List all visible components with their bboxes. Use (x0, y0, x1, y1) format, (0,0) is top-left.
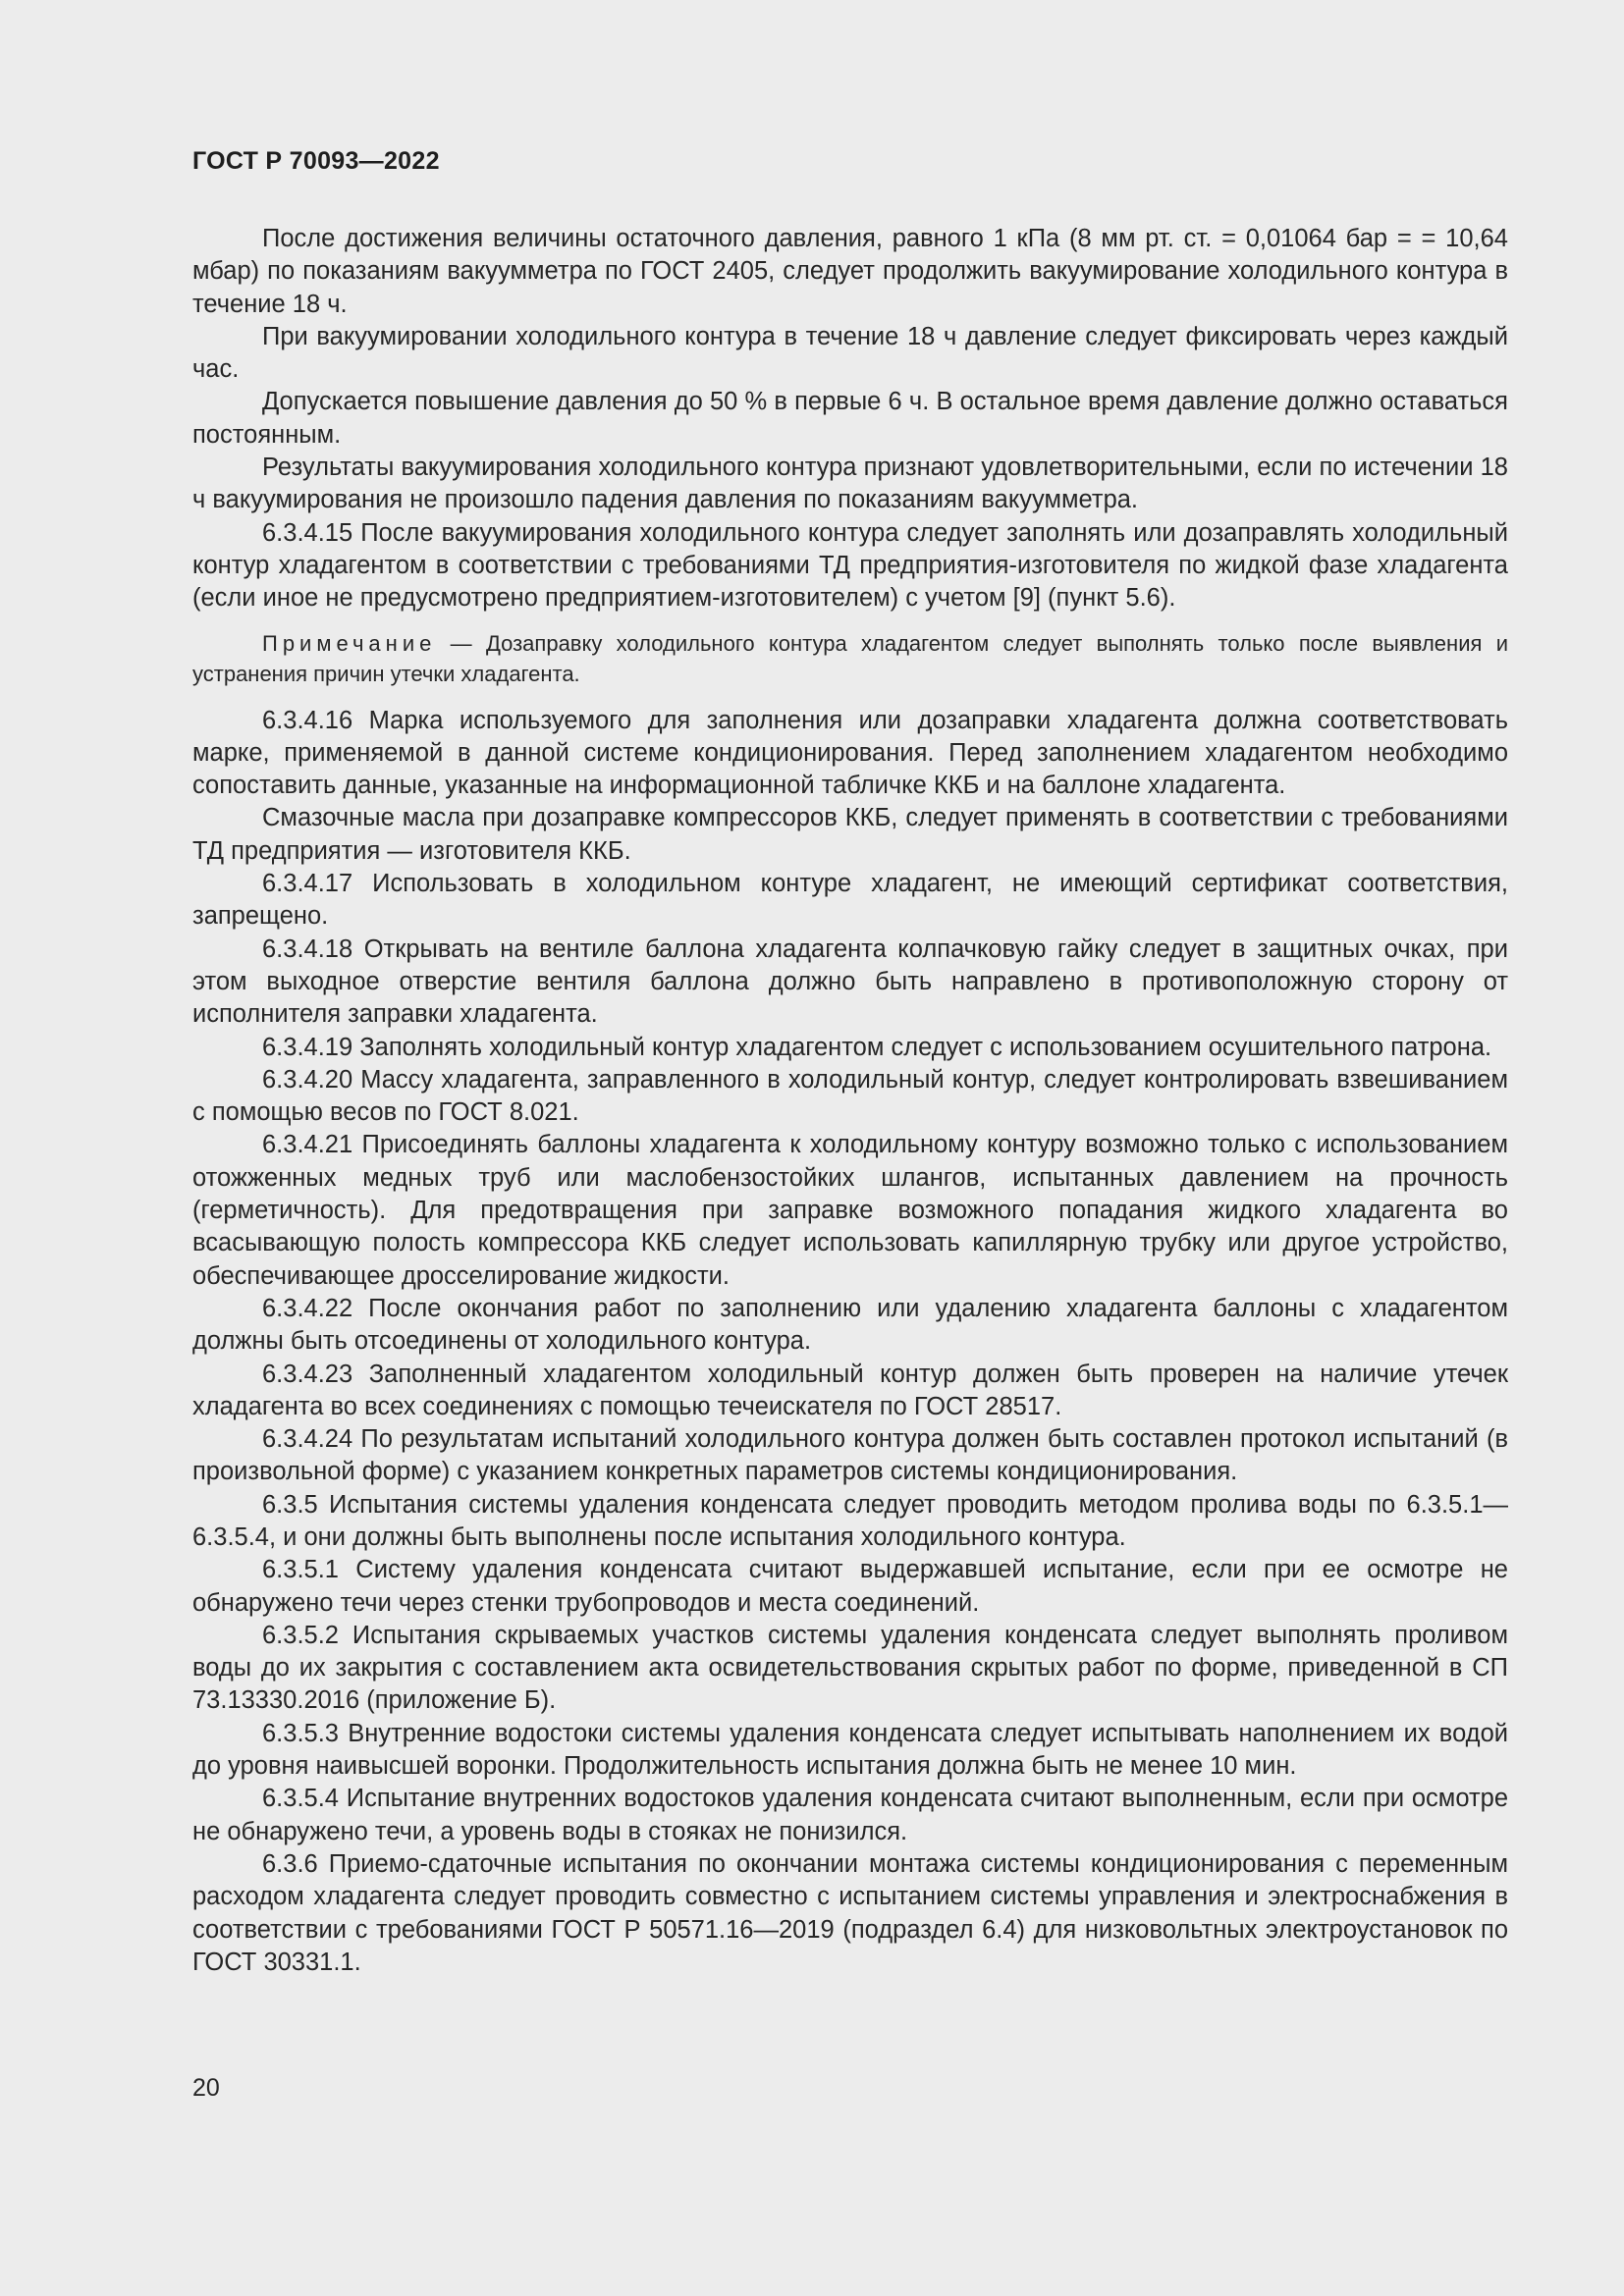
paragraph-6-3-4-22: 6.3.4.22 После окончания работ по заполнению или удалению хладагента баллоны с хладагентом должны быть отсоединены от холодильного контура. (192, 1294, 1508, 1356)
note-block (192, 628, 1508, 689)
paragraph-6-3-5-1: 6.3.5.1 Систему удаления конденсата считают выдержавшей испытание, если при ее осмотре не обнаружено течи через стенки трубопроводов и места соединений. (192, 1556, 1508, 1617)
paragraph-6-3-4-17: 6.3.4.17 Использовать в холодильном контуре хладагент, не имеющий сертификат соответствия, запрещено. (192, 870, 1508, 931)
paragraph-6-3-4-20: 6.3.4.20 Массу хладагента, заправленного в холодильный контур, следует контролировать взвешиванием с помощью весов по ГОСТ 8.021. (192, 1065, 1508, 1127)
paragraph-6-3-4-24: 6.3.4.24 По результатам испытаний холодильного контура должен быть составлен протокол испытаний (в произвольной форме) с указанием конкретных параметров системы кондиционирования. (192, 1425, 1508, 1486)
paragraph-6-3-4-19: 6.3.4.19 Заполнять холодильный контур хладагентом следует с использованием осушительного патрона. (262, 1033, 1492, 1061)
document-body (192, 223, 1508, 1979)
page-number: 20 (192, 2074, 220, 2102)
paragraph-6-3-6: 6.3.6 Приемо-сдаточные испытания по окончании монтажа системы кондиционирования с переменным расходом хладагента следует проводить совместно с испытанием системы управления и электроснабжения в соответствии с требованиями ГОСТ Р 50571.16—2019 (подраздел 6.4) для низковольтных электроустановок по ГОСТ 30331.1. (192, 1849, 1508, 1976)
paragraph-6-3-5: 6.3.5 Испытания системы удаления конденсата следует проводить методом пролива воды по 6.3.5.1—6.3.5.4, и они должны быть выполнены после испытания холодильного контура. (192, 1490, 1508, 1551)
paragraph-6-3-4-21: 6.3.4.21 Присоединять баллоны хладагента к холодильному контуру возможно только с использованием отожженных медных труб или маслобензостойких шлангов, испытанных давлением на прочность (герметичность). Для предотвращения при заправке возможного попадания жидкого хладагента во всасывающую полость компрессора ККБ следует использовать капиллярную трубку или другое устройство, обеспечивающее дросселирование жидкости. (192, 1131, 1508, 1290)
document-header: ГОСТ Р 70093—2022 (192, 147, 440, 175)
paragraph: Допускается повышение давления до 50 % в первые 6 ч. В остальное время давление должно оставаться постоянным. (192, 388, 1508, 449)
paragraph-6-3-5-2: 6.3.5.2 Испытания скрываемых участков системы удаления конденсата следует выполнять проливом воды до их закрытия с составлением акта освидетельствования скрытых работ по форме, приведенной в СП 73.13330.2016 (приложение Б). (192, 1621, 1508, 1715)
paragraph: Результаты вакуумирования холодильного контура признают удовлетворительными, если по истечении 18 ч вакуумирования не произошло падения давления по показаниям вакуумметра. (192, 454, 1508, 514)
paragraph-6-3-4-16: 6.3.4.16 Марка используемого для заполнения или дозаправки хладагента должна соответствовать марке, применяемой в данной системе кондиционирования. Перед заполнением хладагентом необходимо сопоставить данные, указанные на информационной табличке ККБ и на баллоне хладагента. (192, 706, 1508, 800)
paragraph-6-3-4-23: 6.3.4.23 Заполненный хладагентом холодильный контур должен быть проверен на наличие утечек хладагента во всех соединениях с помощью течеискателя по ГОСТ 28517. (192, 1360, 1508, 1420)
paragraph: После достижения величины остаточного давления, равного 1 кПа (8 мм рт. ст. = 0,01064 бар = = 10,64 мбар) по показаниям вакуумметра по ГОСТ 2405, следует продолжить вакуумирование холодильного контура в течение 18 ч. (192, 225, 1508, 318)
paragraph-6-3-4-15: 6.3.4.15 После вакуумирования холодильного контура следует заполнять или дозаправлять холодильный контур хладагентом в соответствии с требованиями ТД предприятия-изготовителя по жидкой фазе хладагента (если иное не предусмотрено предприятием-изготовителем) с учетом [9] (пункт 5.6). (192, 518, 1508, 613)
note-text: — Дозаправку холодильного контура хладагентом следует выполнять только после выявления и устранения причин утечки хладагента. (192, 630, 1508, 686)
paragraph: При вакуумировании холодильного контура в течение 18 ч давление следует фиксировать через каждый час. (192, 322, 1508, 384)
paragraph-6-3-5-4: 6.3.5.4 Испытание внутренних водостоков удаления конденсата считают выполненным, если при осмотре не обнаружено течи, а уровень воды в стояках не понизился. (192, 1785, 1508, 1845)
note-label: Примечание (262, 630, 437, 656)
paragraph-6-3-4-18: 6.3.4.18 Открывать на вентиле баллона хладагента колпачковую гайку следует в защитных очках, при этом выходное отверстие вентиля баллона должно быть направлено в противоположную сторону от исполнителя заправки хладагента. (192, 934, 1508, 1029)
paragraph: Смазочные масла при дозаправке компрессоров ККБ, следует применять в соответствии с требованиями ТД предприятия — изготовителя ККБ. (192, 804, 1508, 865)
paragraph-6-3-5-3: 6.3.5.3 Внутренние водостоки системы удаления конденсата следует испытывать наполнением их водой до уровня наивысшей воронки. Продолжительность испытания должна быть не менее 10 мин. (192, 1719, 1508, 1781)
